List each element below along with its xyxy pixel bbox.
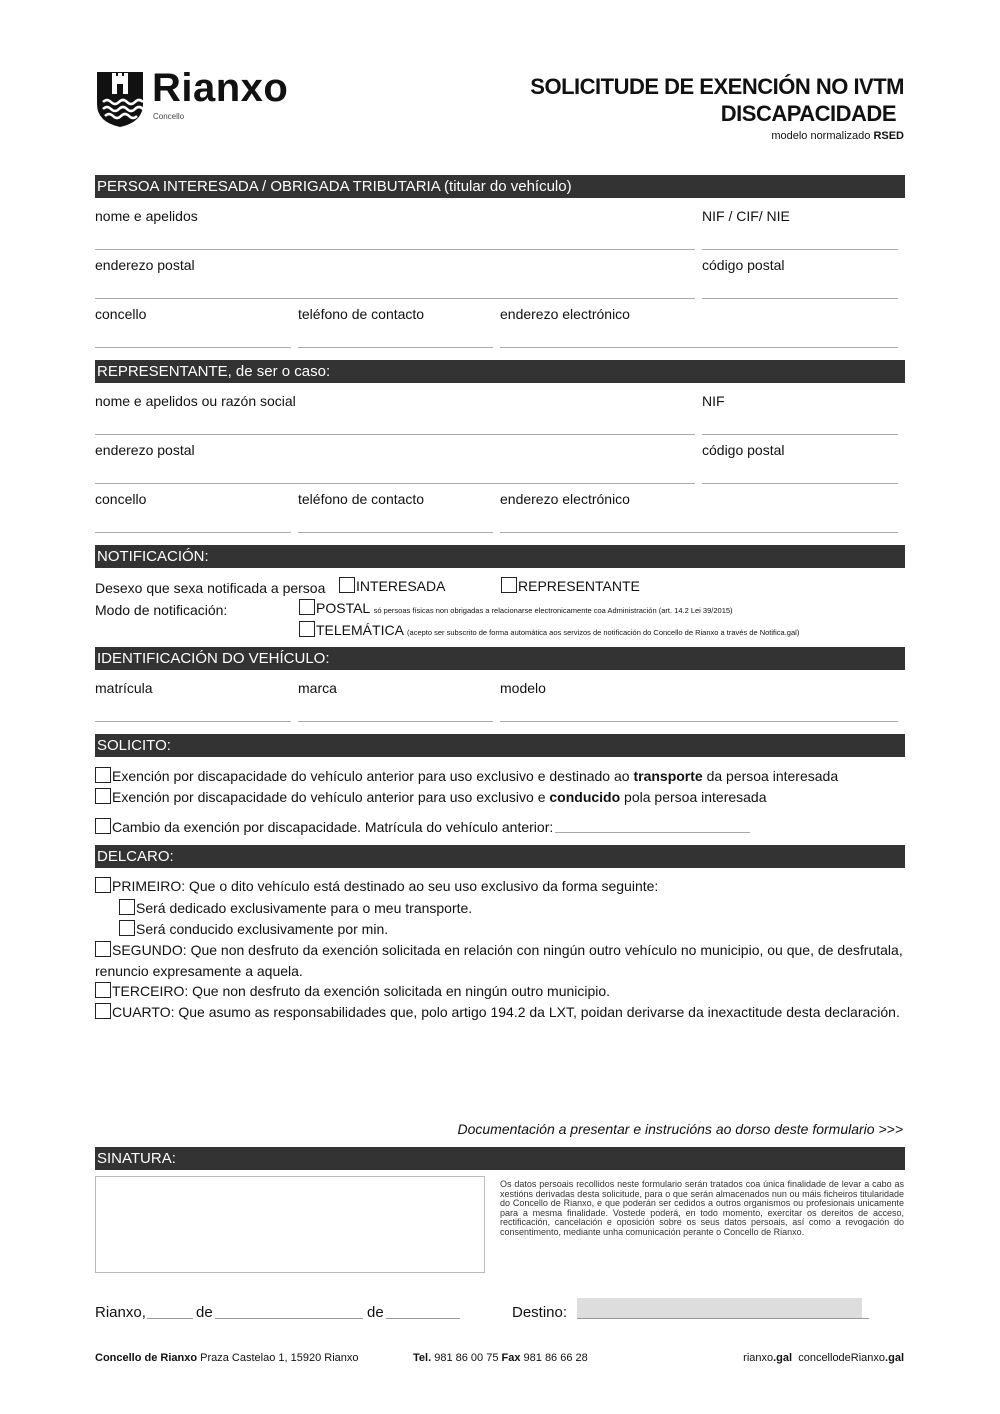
checkbox-telematic[interactable]: [299, 621, 315, 637]
model-reference: modelo normalizado RSED: [771, 130, 904, 142]
field-model[interactable]: [500, 721, 898, 722]
field-council[interactable]: [95, 347, 291, 348]
footer-site-2[interactable]: concellodeRianxo.gal: [798, 1352, 904, 1364]
request-item-driven[interactable]: Exención por discapacidade do vehículo anterior para uso exclusivo e conducido pola persoa interesada: [95, 788, 767, 805]
footer-contact: Tel. 981 86 00 75 Fax 981 86 66 28: [413, 1352, 588, 1364]
field-brand[interactable]: [298, 721, 493, 722]
checkbox-postal[interactable]: [299, 599, 315, 615]
label-notify-mode: Modo de notificación:: [95, 602, 228, 618]
label-council: concello: [95, 306, 147, 322]
field-nif[interactable]: [702, 249, 898, 250]
destination-field[interactable]: [577, 1298, 862, 1318]
label-rep-council: concello: [95, 491, 147, 507]
checkbox-first-a[interactable]: [119, 899, 135, 915]
request-item-transport[interactable]: Exención por discapacidade do vehículo anterior para uso exclusivo e destinado ao transporte da persoa interesada: [95, 767, 838, 784]
documentation-note: Documentación a presentar e instrucións ao dorso deste formulario >>>: [457, 1121, 903, 1137]
declare-first-a[interactable]: Será dedicado exclusivamente para o meu transporte.: [119, 899, 472, 916]
field-previous-plate[interactable]: [555, 832, 750, 833]
field-year[interactable]: [386, 1318, 460, 1319]
checkbox-representative[interactable]: [501, 577, 517, 593]
signature-de-2: de: [367, 1304, 384, 1321]
footer-websites: [743, 1352, 904, 1364]
label-model: modelo: [500, 680, 546, 696]
label-address: enderezo postal: [95, 257, 195, 273]
footer-site-1[interactable]: rianxo.gal: [743, 1352, 793, 1364]
section-vehicle-header: IDENTIFICACIÓN DO VEHÍCULO:: [95, 647, 905, 670]
checkbox-interested[interactable]: [339, 577, 355, 593]
concello-rianxo-logo-icon: [95, 70, 145, 128]
declare-second-cont: renuncio expresamente a aquela.: [95, 963, 303, 979]
label-email: enderezo electrónico: [500, 306, 630, 322]
section-signature-header: SINATURA:: [95, 1147, 905, 1170]
checkbox-first[interactable]: [95, 877, 111, 893]
checkbox-third[interactable]: [95, 982, 111, 998]
field-rep-phone[interactable]: [298, 532, 493, 533]
section-declare-header: DELCARO:: [95, 845, 905, 868]
declare-first-b[interactable]: Será conducido exclusivamente por min.: [119, 920, 388, 937]
checkbox-driven[interactable]: [95, 788, 111, 804]
option-representative[interactable]: REPRESENTANTE: [501, 577, 640, 594]
label-postal-code: código postal: [702, 257, 785, 273]
label-name: nome e apelidos: [95, 208, 198, 224]
option-postal[interactable]: POSTAL só persoas físicas non obrigadas a relacionarse electronicamente coa Administración (art. 14.2 Lei 39/2015): [299, 599, 733, 616]
option-telematic[interactable]: TELEMÁTICA (acepto ser subscrito de forma automática aos servizos de notificación do Concello de Rianxo a través de Notifica.gal): [299, 621, 799, 638]
field-month[interactable]: [215, 1318, 363, 1319]
signature-de-1: de: [196, 1304, 213, 1321]
declare-third[interactable]: TERCEIRO: Que non desfruto da exención solicitada en ningún outro municipio.: [95, 982, 610, 999]
destination-underline: [577, 1318, 869, 1319]
section-representative-header: REPRESENTANTE, de ser o caso:: [95, 360, 905, 383]
label-rep-address: enderezo postal: [95, 442, 195, 458]
checkbox-first-b[interactable]: [119, 920, 135, 936]
form-title-line1: SOLICITUDE DE EXENCIÓN NO IVTM: [530, 74, 904, 99]
field-rep-postal-code[interactable]: [702, 483, 898, 484]
privacy-notice: Os datos persoais recollidos neste formulario serán tratados coa única finalidade de levar a cabo as xestións derivadas desta solicitude, para o que serán almacenados nun ou máis ficheiros titularidade do Concello de Rianxo, e que poderán ser cedidos a outros organismos ou profesionais unicamente para a mesma finalidade. Vostede poderá, en todo momento, exercitar os dereitos de acceso, rectificación, cancelación e oposición sobre os seus datos persoais, así como a revogación do consentimento, mediante unha comunicación perante o Concello de Rianxo.: [500, 1179, 904, 1237]
field-rep-council[interactable]: [95, 532, 291, 533]
option-interested[interactable]: INTERESADA: [339, 577, 445, 594]
label-rep-name: nome e apelidos ou razón social: [95, 393, 296, 409]
checkbox-transport[interactable]: [95, 767, 111, 783]
request-item-change[interactable]: Cambio da exención por discapacidade. Matrícula do vehículo anterior:: [95, 818, 553, 835]
form-title-line2: DISCAPACIDADE: [720, 101, 896, 126]
field-day[interactable]: [147, 1318, 193, 1319]
checkbox-change[interactable]: [95, 818, 111, 834]
footer-address: Concello de Rianxo Praza Castelao 1, 15920 Rianxo: [95, 1352, 359, 1364]
section-interested-header: PERSOA INTERESADA / OBRIGADA TRIBUTARIA (titular do vehículo): [95, 175, 905, 198]
field-plate[interactable]: [95, 721, 291, 722]
destination-label: Destino:: [512, 1304, 568, 1321]
signature-place: Rianxo,: [95, 1304, 146, 1321]
signature-box[interactable]: [95, 1176, 485, 1273]
label-brand: marca: [298, 680, 337, 696]
logo-subtitle: Concello: [153, 112, 185, 121]
field-rep-name[interactable]: [95, 434, 695, 435]
label-rep-nif: NIF: [702, 393, 725, 409]
field-phone[interactable]: [298, 347, 493, 348]
field-rep-nif[interactable]: [702, 434, 898, 435]
declare-first[interactable]: PRIMEIRO: Que o dito vehículo está destinado ao seu uso exclusivo da forma seguinte:: [95, 877, 658, 894]
declare-fourth[interactable]: CUARTO: Que asumo as responsabilidades que, polo artigo 194.2 da LXT, poidan derivarse da inexactitude desta declaración.: [95, 1003, 900, 1020]
label-rep-phone: teléfono de contacto: [298, 491, 425, 507]
section-request-header: SOLICITO:: [95, 734, 905, 757]
field-rep-address[interactable]: [95, 483, 695, 484]
declare-second[interactable]: SEGUNDO: Que non desfruto da exención solicitada en relación con ningún outro vehículo no municipio, ou que, de desfrutala,: [95, 941, 903, 958]
label-notify-person: Desexo que sexa notificada a persoa: [95, 580, 326, 596]
checkbox-second[interactable]: [95, 941, 111, 957]
field-address[interactable]: [95, 298, 695, 299]
field-rep-email[interactable]: [500, 532, 898, 533]
checkbox-fourth[interactable]: [95, 1003, 111, 1019]
label-rep-email: enderezo electrónico: [500, 491, 630, 507]
field-email[interactable]: [500, 347, 898, 348]
section-notification-header: NOTIFICACIÓN:: [95, 545, 905, 568]
field-name[interactable]: [95, 249, 695, 250]
label-phone: teléfono de contacto: [298, 306, 425, 322]
label-plate: matrícula: [95, 680, 153, 696]
logo-wordmark: Rianxo: [152, 66, 289, 110]
label-nif: NIF / CIF/ NIE: [702, 208, 790, 224]
label-rep-postal-code: código postal: [702, 442, 785, 458]
field-postal-code[interactable]: [702, 298, 898, 299]
